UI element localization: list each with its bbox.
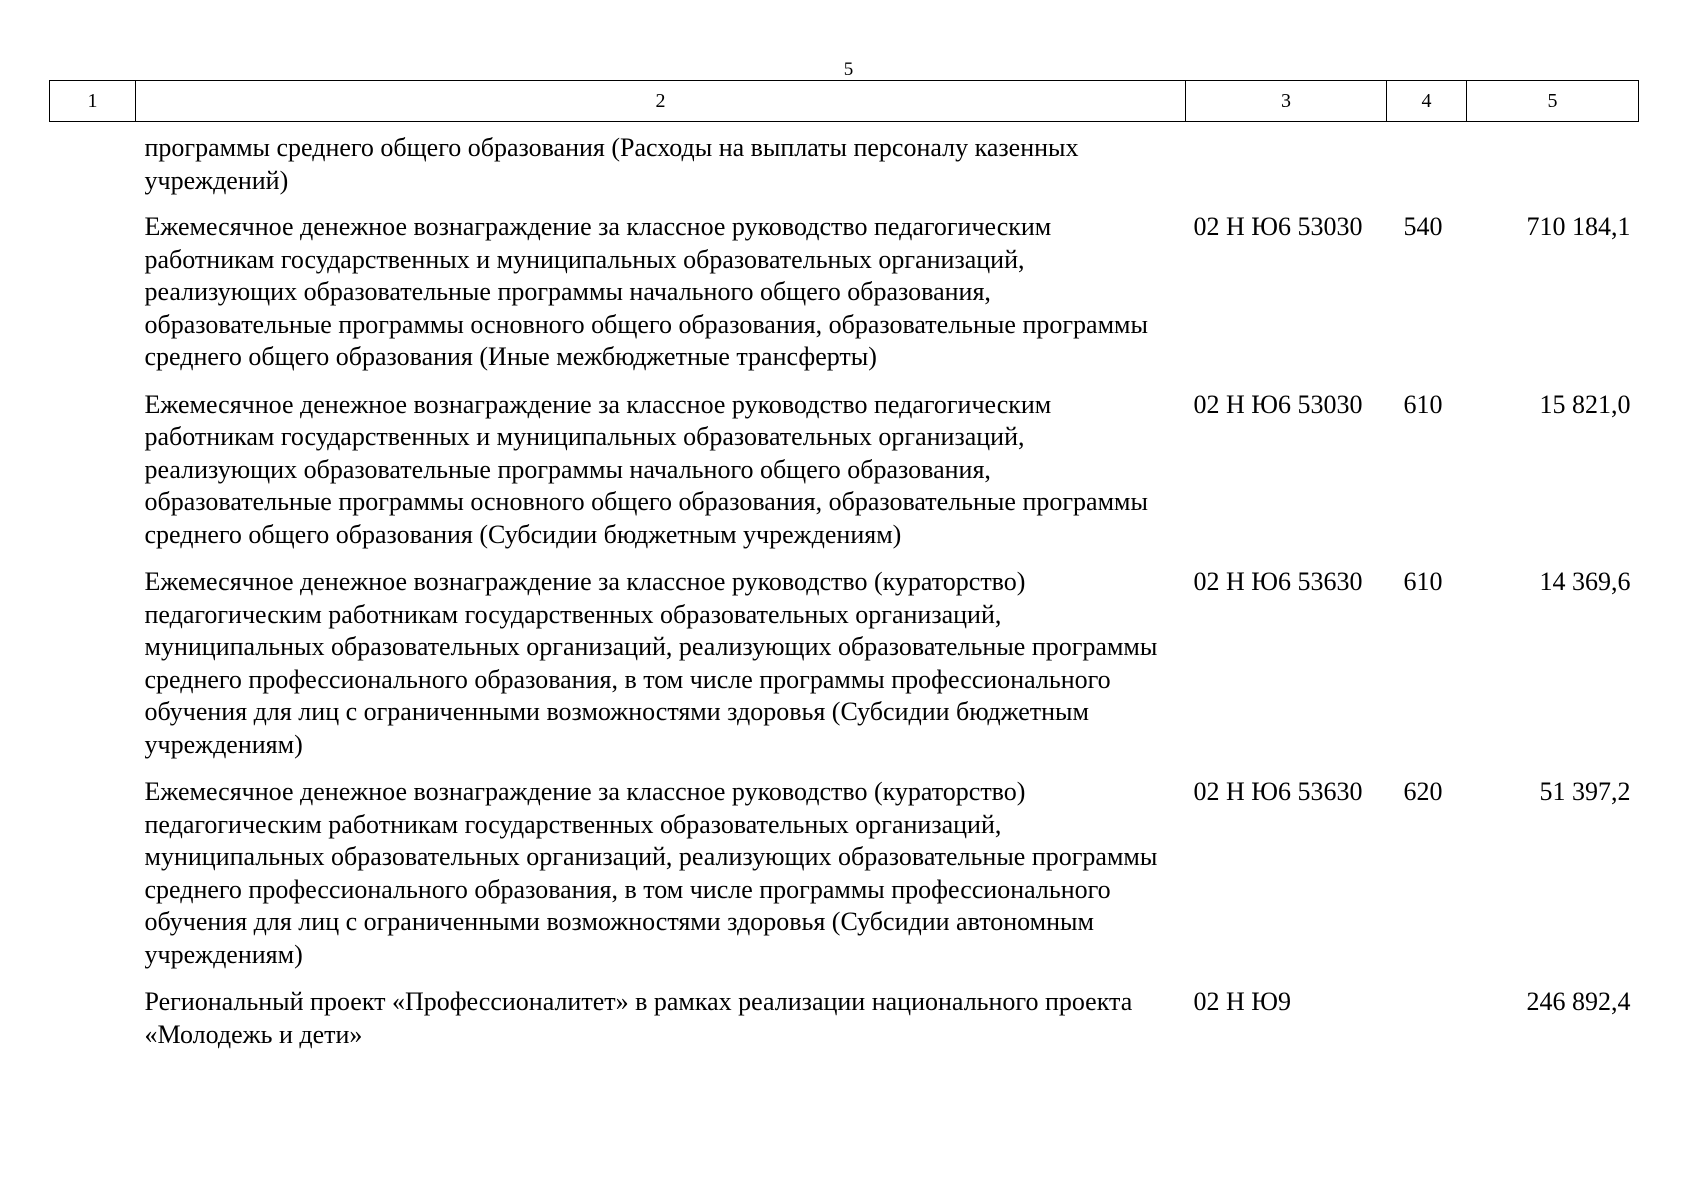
- expense-type: [1387, 986, 1467, 1066]
- table-row: [50, 389, 1639, 567]
- row-index-cell: [50, 986, 136, 1066]
- column-header-5: 5: [1467, 81, 1639, 122]
- target-code: 02 Н Ю9: [1193, 987, 1291, 1016]
- row-index-cell: [50, 122, 136, 212]
- expense-type: [1387, 122, 1467, 212]
- target-code: [1186, 122, 1387, 212]
- table-row: [50, 566, 1639, 776]
- table-row: [50, 986, 1639, 1066]
- row-index-cell: [50, 211, 136, 389]
- amount: 246 892,4: [1526, 987, 1631, 1016]
- expense-type: 540: [1403, 212, 1443, 241]
- expense-type: 620: [1403, 777, 1443, 806]
- table-body: [50, 122, 1639, 1067]
- table-row: [50, 211, 1639, 389]
- row-index-cell: [50, 776, 136, 986]
- amount: [1467, 122, 1639, 212]
- table-row: [50, 776, 1639, 986]
- column-header-2: 2: [136, 81, 1186, 122]
- table-header: [50, 81, 1639, 122]
- column-header-3: 3: [1186, 81, 1387, 122]
- expense-name: Ежемесячное денежное вознаграждение за классное руководство педагогическим работникам государственных и муниципальных образовательных организаций, реализующих образовательные программы начального общего образования, образовательные программы основного общего образования, образовательные программы среднего общего образования (Субсидии бюджетным учреждениям): [144, 389, 1148, 549]
- amount: 14 369,6: [1539, 567, 1631, 596]
- expense-name: Ежемесячное денежное вознаграждение за классное руководство (кураторство) педагогическим работникам государственных образовательных организаций, муниципальных образовательных организаций, реализующих образовательные программы среднего профессионального образования, в том числе программы профессионального обучения для лиц с ограниченными возможностями здоровья (Субсидии бюджетным учреждениям): [144, 567, 1158, 759]
- column-header-1: 1: [50, 81, 136, 122]
- expense-name: Ежемесячное денежное вознаграждение за классное руководство (кураторство) педагогическим работникам государственных образовательных организаций, муниципальных образовательных организаций, реализующих образовательные программы среднего профессионального образования, в том числе программы профессионального обучения для лиц с ограниченными возможностями здоровья (Субсидии автономным учреждениям): [144, 777, 1158, 969]
- amount: 15 821,0: [1539, 389, 1631, 419]
- page-number: 5: [843, 59, 854, 80]
- amount: 710 184,1: [1526, 212, 1631, 241]
- expense-name: Ежемесячное денежное вознаграждение за классное руководство педагогическим работникам государственных и муниципальных образовательных организаций, реализующих образовательные программы начального общего образования, образовательные программы основного общего образования, образовательные программы среднего общего образования (Иные межбюджетные трансферты): [144, 212, 1148, 371]
- target-code: 02 Н Ю6 53630: [1193, 777, 1363, 806]
- budget-table: [49, 80, 1639, 1066]
- amount: 51 397,2: [1539, 777, 1631, 806]
- expense-name: Региональный проект «Профессионалитет» в рамках реализации национального проекта «Молодежь и дети»: [144, 987, 1133, 1049]
- row-index-cell: [50, 389, 136, 567]
- expense-name: программы среднего общего образования (Расходы на выплаты персоналу казенных учреждений): [144, 133, 1079, 195]
- expense-type: 610: [1403, 389, 1443, 419]
- target-code: 02 Н Ю6 53030: [1193, 212, 1363, 241]
- column-number-row: [50, 81, 1639, 122]
- target-code: 02 Н Ю6 53030: [1193, 389, 1363, 419]
- expense-type: 610: [1403, 567, 1443, 596]
- row-index-cell: [50, 566, 136, 776]
- table-row: [50, 122, 1639, 212]
- column-header-4: 4: [1387, 81, 1467, 122]
- target-code: 02 Н Ю6 53630: [1193, 567, 1363, 596]
